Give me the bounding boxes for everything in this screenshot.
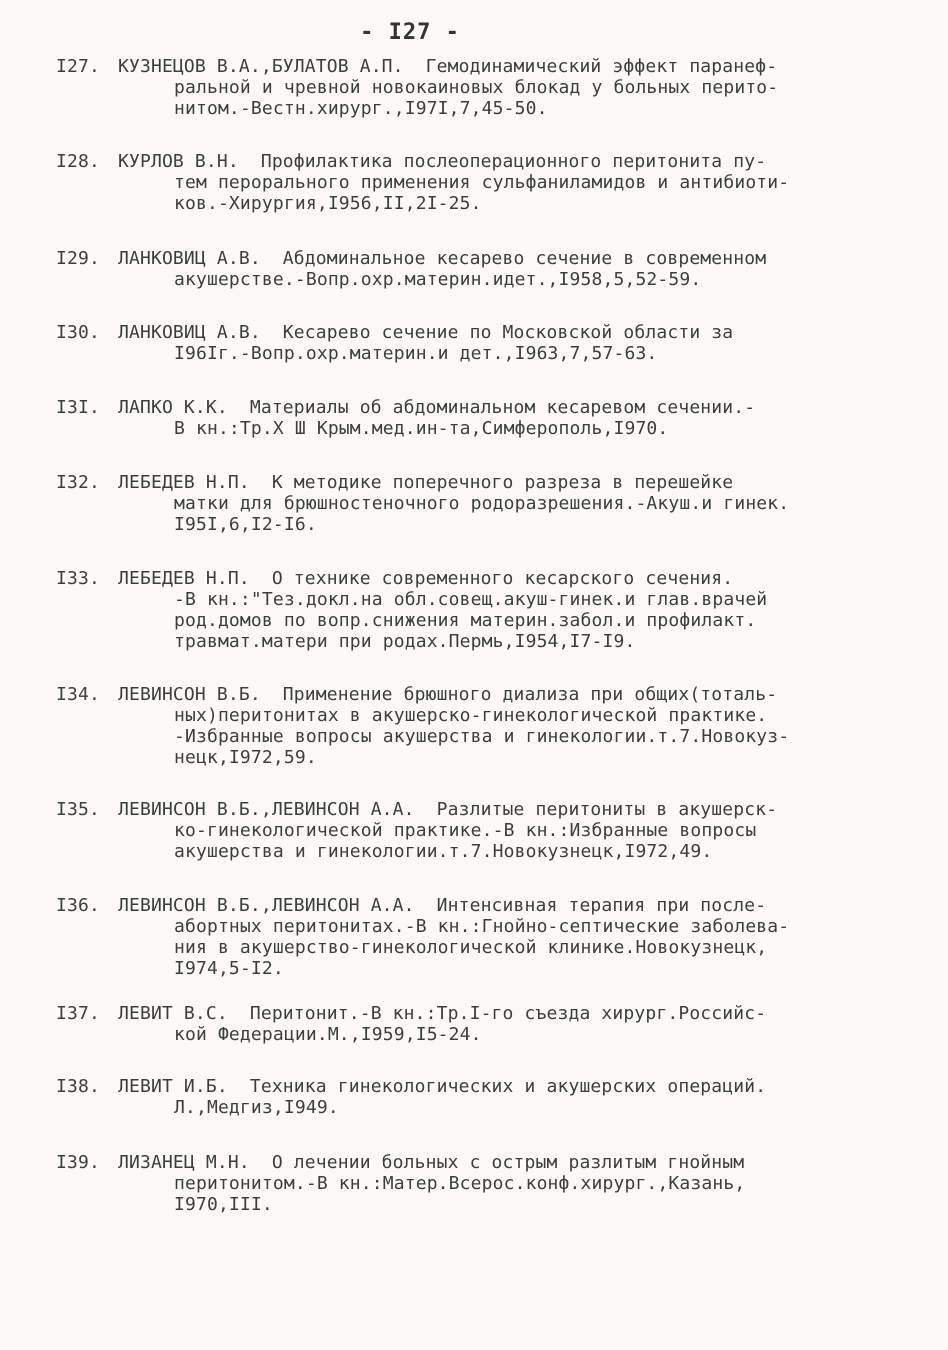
entry-text: ЛЕВИТ В.С. Перитонит.-В кн.:Тр.I-го съезда хирург.Российс- <box>118 1003 767 1024</box>
entry-text: абортных перитонитах.-В кн.:Гнойно-септические заболева- <box>174 916 790 937</box>
entry-text: -В кн.:"Тез.докл.на обл.совещ.акуш-гинек.и глав.врачей <box>174 589 768 610</box>
entry-text: ЛИЗАНЕЦ М.Н. О лечении больных с острым разлитым гнойным <box>118 1152 745 1173</box>
entry-line <box>56 472 906 493</box>
entry-text: ных)перитонитах в акушерско-гинекологической практике. <box>174 705 768 726</box>
entry-line <box>56 684 906 705</box>
bibliography-entry <box>56 56 906 119</box>
entry-text: род.домов по вопр.снижения материн.забол.и профилакт. <box>174 610 757 631</box>
entry-line <box>56 1024 906 1045</box>
entry-text: Л.,Медгиз,I949. <box>174 1097 339 1118</box>
entry-number: I35. <box>56 799 100 820</box>
entry-text: I96Iг.-Вопр.охр.материн.и дет.,I963,7,57-63. <box>174 343 658 364</box>
bibliography-entry <box>56 248 906 290</box>
bibliography-entry <box>56 322 906 364</box>
entry-line <box>56 895 906 916</box>
entry-number: I37. <box>56 1003 100 1024</box>
entry-line <box>56 841 906 862</box>
entry-line <box>56 493 906 514</box>
entry-line <box>56 193 906 214</box>
bibliography-entry <box>56 1003 906 1045</box>
entry-number: I3I. <box>56 397 100 418</box>
entry-number: I38. <box>56 1076 100 1097</box>
bibliography-entry <box>56 568 906 652</box>
entry-line <box>56 958 906 979</box>
entry-line <box>56 726 906 747</box>
entry-text: ральной и чревной новокаиновых блокад у больных перито- <box>174 77 779 98</box>
entry-number: I30. <box>56 322 100 343</box>
entry-number: I29. <box>56 248 100 269</box>
entry-line <box>56 916 906 937</box>
entry-line <box>56 1076 906 1097</box>
entry-line <box>56 631 906 652</box>
entry-line <box>56 610 906 631</box>
bibliography-entry <box>56 895 906 979</box>
entry-text: нитом.-Вестн.хирург.,I97I,7,45-50. <box>174 98 548 119</box>
entry-line <box>56 514 906 535</box>
entry-text: ЛАНКОВИЦ А.В. Кесарево сечение по Московской области за <box>118 322 734 343</box>
entry-line <box>56 418 906 439</box>
entry-text: акушерства и гинекологии.т.7.Новокузнецк,I972,49. <box>174 841 713 862</box>
entry-text: ЛАНКОВИЦ А.В. Абдоминальное кесарево сечение в современном <box>118 248 767 269</box>
bibliography-entry <box>56 684 906 768</box>
page-number: - I27 - <box>360 20 460 45</box>
entry-line <box>56 1152 906 1173</box>
entry-line <box>56 1003 906 1024</box>
entry-number: I33. <box>56 568 100 589</box>
entry-text: ЛЕВИНСОН В.Б. Применение брюшного диализа при общих(тоталь- <box>118 684 778 705</box>
entry-line <box>56 172 906 193</box>
entry-text: перитонитом.-В кн.:Матер.Всерос.конф.хирург.,Казань, <box>174 1173 746 1194</box>
entry-text: ЛЕВИНСОН В.Б.,ЛЕВИНСОН А.А. Разлитые перитониты в акушерск- <box>118 799 778 820</box>
entry-text: ЛЕВИТ И.Б. Техника гинекологических и акушерских операций. <box>118 1076 767 1097</box>
entry-line <box>56 322 906 343</box>
entry-text: КУРЛОВ В.Н. Профилактика послеоперационного перитонита пу- <box>118 151 767 172</box>
entry-text: ЛАПКО К.К. Материалы об абдоминальном кесаревом сечении.- <box>118 397 756 418</box>
entry-text: ния в акушерство-гинекологической клинике.Новокузнецк, <box>174 937 768 958</box>
entry-line <box>56 397 906 418</box>
entry-line <box>56 1173 906 1194</box>
entry-text: матки для брюшностеночного родоразрешения.-Акуш.и гинек. <box>174 493 790 514</box>
entry-line <box>56 820 906 841</box>
entry-line <box>56 56 906 77</box>
entry-text: тем перорального применения сульфаниламидов и антибиоти- <box>174 172 790 193</box>
entry-line <box>56 589 906 610</box>
entry-text: I974,5-I2. <box>174 958 284 979</box>
entry-line <box>56 1097 906 1118</box>
entry-text: КУЗНЕЦОВ В.А.,БУЛАТОВ А.П. Гемодинамический эффект паранеф- <box>118 56 778 77</box>
entry-number: I39. <box>56 1152 100 1173</box>
bibliography-entry <box>56 1076 906 1118</box>
bibliography-entry <box>56 151 906 214</box>
entry-text: -Избранные вопросы акушерства и гинекологии.т.7.Новокуз- <box>174 726 790 747</box>
entry-line <box>56 747 906 768</box>
entry-line <box>56 799 906 820</box>
entry-number: I36. <box>56 895 100 916</box>
entry-line <box>56 937 906 958</box>
entry-text: ко-гинекологической практике.-В кн.:Избранные вопросы <box>174 820 757 841</box>
entry-text: ков.-Хирургия,I956,II,2I-25. <box>174 193 482 214</box>
bibliography-entry <box>56 1152 906 1215</box>
entry-text: ЛЕВИНСОН В.Б.,ЛЕВИНСОН А.А. Интенсивная терапия при после- <box>118 895 767 916</box>
entry-line <box>56 343 906 364</box>
entry-text: I970,III. <box>174 1194 273 1215</box>
entry-number: I32. <box>56 472 100 493</box>
entry-line <box>56 705 906 726</box>
entry-text: нецк,I972,59. <box>174 747 317 768</box>
entry-number: I34. <box>56 684 100 705</box>
entry-line <box>56 1194 906 1215</box>
entry-text: ЛЕБЕДЕВ Н.П. О технике современного кесарского сечения. <box>118 568 734 589</box>
entry-text: травмат.матери при родах.Пермь,I954,I7-I9. <box>174 631 636 652</box>
entry-text: кой Федерации.М.,I959,I5-24. <box>174 1024 482 1045</box>
entry-line <box>56 248 906 269</box>
entry-line <box>56 568 906 589</box>
bibliography-entry <box>56 397 906 439</box>
entry-number: I27. <box>56 56 100 77</box>
bibliography-entry <box>56 799 906 862</box>
entry-number: I28. <box>56 151 100 172</box>
entry-line <box>56 269 906 290</box>
entry-line <box>56 98 906 119</box>
entry-text: акушерстве.-Вопр.охр.материн.идет.,I958,5,52-59. <box>174 269 702 290</box>
entry-text: ЛЕБЕДЕВ Н.П. К методике поперечного разреза в перешейке <box>118 472 734 493</box>
entry-text: В кн.:Тр.Х Ш Крым.мед.ин-та,Симферополь,I970. <box>174 418 669 439</box>
entry-line <box>56 151 906 172</box>
bibliography-entry <box>56 472 906 535</box>
entry-text: I95I,6,I2-I6. <box>174 514 317 535</box>
entry-line <box>56 77 906 98</box>
